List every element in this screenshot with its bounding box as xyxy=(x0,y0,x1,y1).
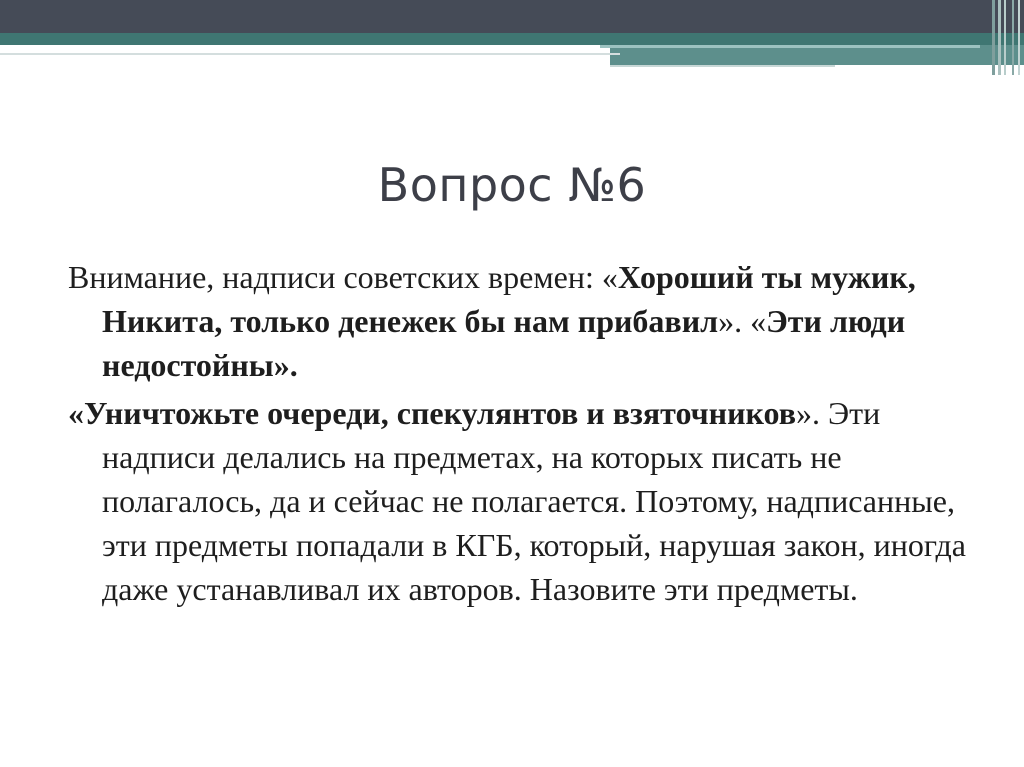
paragraph-2 xyxy=(68,391,978,611)
header-thin-line-secondary xyxy=(610,65,835,67)
corner-vertical-stripe xyxy=(1018,0,1020,75)
paragraph-2-quote: Уничтожьте очереди, спекулянтов и взяточников xyxy=(84,395,797,431)
corner-vertical-stripe xyxy=(1012,0,1014,75)
paragraph-2-open-quote: « xyxy=(68,395,84,431)
corner-vertical-stripe xyxy=(1004,0,1006,75)
corner-vertical-stripe xyxy=(992,0,995,75)
corner-vertical-stripe xyxy=(998,0,1001,75)
header-band-dark xyxy=(0,0,1024,33)
paragraph-1-separator: ». « xyxy=(718,303,767,339)
paragraph-1-text: Внимание, надписи советских времен: « xyxy=(68,259,618,295)
slide-body xyxy=(68,255,978,615)
paragraph-1-quote-1: Хороший ты мужик, Никита, только денежек бы нам прибавил xyxy=(102,259,916,339)
slide-title: Вопрос №6 xyxy=(377,158,647,212)
header-band-light-stripe xyxy=(600,45,980,48)
header-thin-line xyxy=(0,53,620,55)
paragraph-1-quote-2: Эти люди недостойны». xyxy=(102,303,906,383)
paragraph-2-text: ». Эти надписи делались на предметах, на которых писать не полагалось, да и сейчас не полагается. Поэтому, надписанные, эти предметы попадали в КГБ, который, нарушая закон, иногда даже устанавливал их авторов. Назовите эти предметы. xyxy=(102,395,966,607)
header-band-teal xyxy=(0,33,1024,45)
paragraph-1 xyxy=(68,255,978,387)
header-band-teal-right xyxy=(610,45,1024,65)
